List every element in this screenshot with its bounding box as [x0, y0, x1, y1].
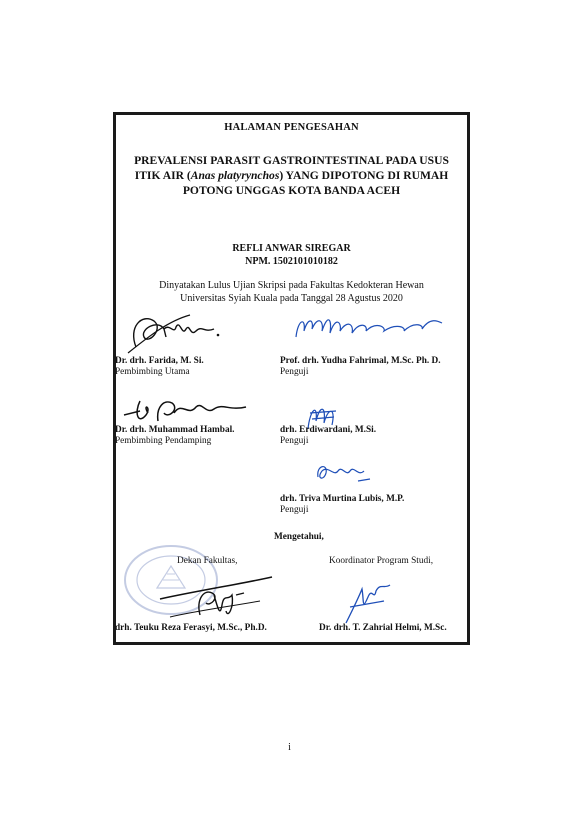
dean-name: drh. Teuku Reza Ferasyi, M.Sc., Ph.D. [115, 623, 267, 633]
signature-co-supervisor [118, 393, 258, 429]
signature-main-supervisor [118, 307, 228, 357]
main-supervisor-role: Pembimbing Utama [115, 367, 190, 377]
co-supervisor-role: Pembimbing Pendamping [115, 436, 212, 446]
examiner-1-name: Prof. drh. Yudha Fahrimal, M.Sc. Ph. D. [280, 356, 441, 366]
statement-line-1: Dinyatakan Lulus Ujian Skripsi pada Fakultas Kedokteran Hewan [159, 280, 424, 291]
species-name: Anas platyrynchos [190, 169, 280, 182]
page-heading: HALAMAN PENGESAHAN [224, 122, 359, 133]
acknowledged-label: Mengetahui, [274, 532, 324, 542]
signature-coordinator [340, 577, 396, 627]
main-supervisor-name: Dr. drh. Farida, M. Si. [115, 356, 204, 366]
examiner-2-name: drh. Erdiwardani, M.Si. [280, 425, 377, 435]
signature-examiner-1 [288, 305, 448, 345]
co-supervisor-name: Dr. drh. Muhammad Hambal. [115, 425, 235, 435]
title-line-1: PREVALENSI PARASIT GASTROINTESTINAL PADA USUS [134, 154, 449, 167]
examiner-1-role: Penguji [280, 367, 309, 377]
thesis-title [116, 153, 467, 198]
signature-dean [156, 565, 276, 621]
author-block [116, 242, 467, 268]
statement-line-2: Universitas Syiah Kuala pada Tanggal 28 Agustus 2020 [180, 293, 403, 304]
author-npm: NPM. 1502101010182 [245, 256, 338, 267]
title-line-2: ITIK AIR (Anas platyrynchos) YANG DIPOTONG DI RUMAH [134, 169, 449, 182]
coordinator-name: Dr. drh. T. Zahrial Helmi, M.Sc. [319, 623, 447, 633]
approval-statement [116, 279, 467, 305]
examiner-2-role: Penguji [280, 436, 309, 446]
author-name: REFLI ANWAR SIREGAR [232, 243, 351, 254]
signature-examiner-3 [312, 459, 376, 487]
coordinator-title: Koordinator Program Studi, [329, 556, 434, 566]
dean-title: Dekan Fakultas, [177, 556, 238, 566]
page-number: i [288, 742, 291, 753]
title-line-3: POTONG UNGGAS KOTA BANDA ACEH [182, 184, 401, 197]
examiner-3-name: drh. Triva Murtina Lubis, M.P. [280, 494, 405, 504]
approval-page-frame [113, 112, 470, 645]
examiner-3-role: Penguji [280, 505, 309, 515]
